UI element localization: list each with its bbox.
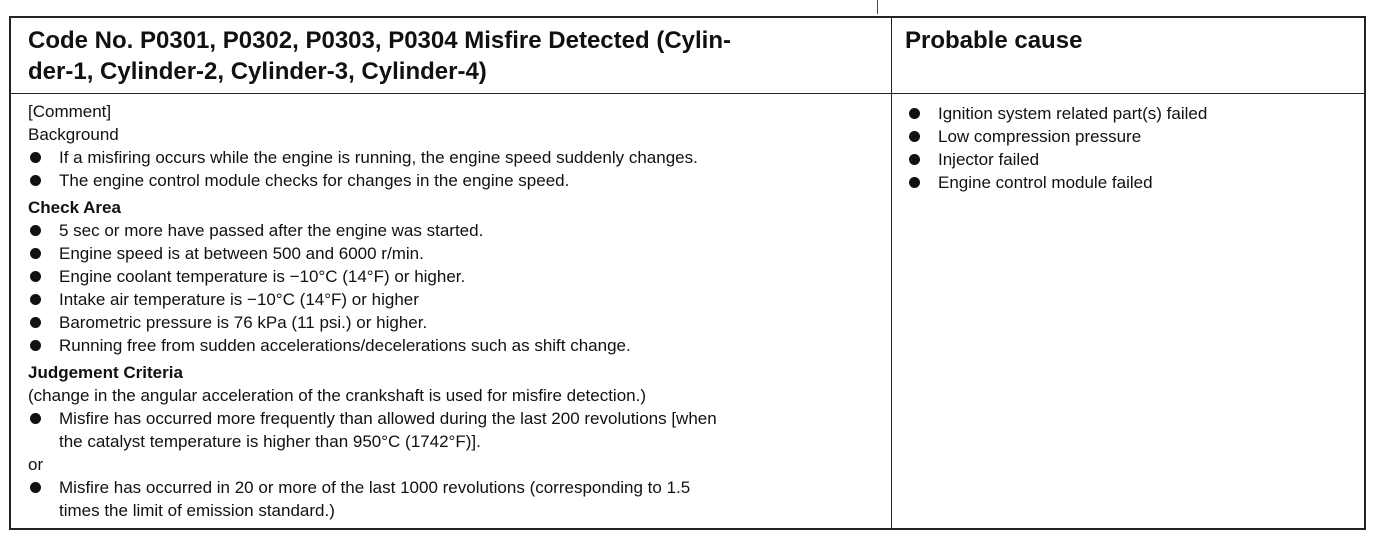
probable-cause-column	[907, 102, 1357, 194]
list-item-text: The engine control module checks for changes in the engine speed.	[59, 171, 570, 190]
list-item	[28, 476, 883, 522]
code-title	[28, 25, 878, 87]
list-item-text: Engine speed is at between 500 and 6000 r/min.	[59, 244, 424, 263]
code-title-line-1: Code No. P0301, P0302, P0303, P0304 Misfire Detected (Cylin-	[28, 27, 731, 54]
list-item	[28, 334, 883, 357]
list-item	[28, 311, 883, 334]
bullet-icon	[30, 340, 41, 351]
bullet-icon	[909, 154, 920, 165]
list-item-text: Low compression pressure	[938, 127, 1142, 146]
comment-label: [Comment]	[28, 102, 112, 121]
list-item-text	[59, 476, 883, 522]
list-item	[28, 169, 883, 192]
bullet-icon	[30, 413, 41, 424]
list-item-text-line: times the limit of emission standard.)	[59, 501, 335, 520]
list-item-text: 5 sec or more have passed after the engine was started.	[59, 221, 484, 240]
list-item	[28, 146, 883, 169]
bullet-icon	[30, 175, 41, 186]
list-item-text: Intake air temperature is −10°C (14°F) or higher	[59, 290, 419, 309]
list-item	[28, 265, 883, 288]
bullet-icon	[30, 248, 41, 259]
list-item-text: Running free from sudden accelerations/decelerations such as shift change.	[59, 336, 631, 355]
bullet-icon	[30, 294, 41, 305]
bullet-icon	[909, 177, 920, 188]
description-column	[28, 100, 883, 522]
list-item-text: Engine control module failed	[938, 173, 1153, 192]
list-item	[28, 219, 883, 242]
column-divider	[891, 18, 892, 528]
header-divider	[11, 93, 1364, 94]
list-item-text: Injector failed	[938, 150, 1040, 169]
list-item	[907, 102, 1357, 125]
bullet-icon	[909, 131, 920, 142]
background-label: Background	[28, 125, 119, 144]
list-item-text: Ignition system related part(s) failed	[938, 104, 1208, 123]
judgement-note: (change in the angular acceleration of the crankshaft is used for misfire detection.)	[28, 386, 647, 405]
probable-cause-heading: Probable cause	[905, 27, 1083, 54]
list-item	[28, 407, 883, 453]
diagnostic-table	[9, 16, 1366, 530]
list-item-text: If a misfiring occurs while the engine is running, the engine speed suddenly changes.	[59, 148, 698, 167]
bullet-icon	[30, 152, 41, 163]
bullet-icon	[30, 225, 41, 236]
list-item-text-line: Misfire has occurred in 20 or more of the last 1000 revolutions (corresponding to 1.5	[59, 478, 691, 497]
list-item-text: Barometric pressure is 76 kPa (11 psi.) or higher.	[59, 313, 428, 332]
top-tick-mark	[877, 0, 878, 14]
or-label: or	[28, 455, 44, 474]
list-item	[907, 125, 1357, 148]
list-item	[907, 171, 1357, 194]
code-title-line-2: der-1, Cylinder-2, Cylinder-3, Cylinder-4)	[28, 58, 487, 85]
list-item-text-line: Misfire has occurred more frequently than allowed during the last 200 revolutions [when	[59, 409, 717, 428]
list-item	[907, 148, 1357, 171]
bullet-icon	[30, 482, 41, 493]
list-item	[28, 288, 883, 311]
judgement-criteria-label: Judgement Criteria	[28, 363, 183, 382]
bullet-icon	[909, 108, 920, 119]
bullet-icon	[30, 317, 41, 328]
bullet-icon	[30, 271, 41, 282]
list-item-text: Engine coolant temperature is −10°C (14°F) or higher.	[59, 267, 466, 286]
list-item-text-line: the catalyst temperature is higher than 950°C (1742°F)].	[59, 432, 481, 451]
list-item	[28, 242, 883, 265]
check-area-label: Check Area	[28, 198, 121, 217]
list-item-text	[59, 407, 883, 453]
